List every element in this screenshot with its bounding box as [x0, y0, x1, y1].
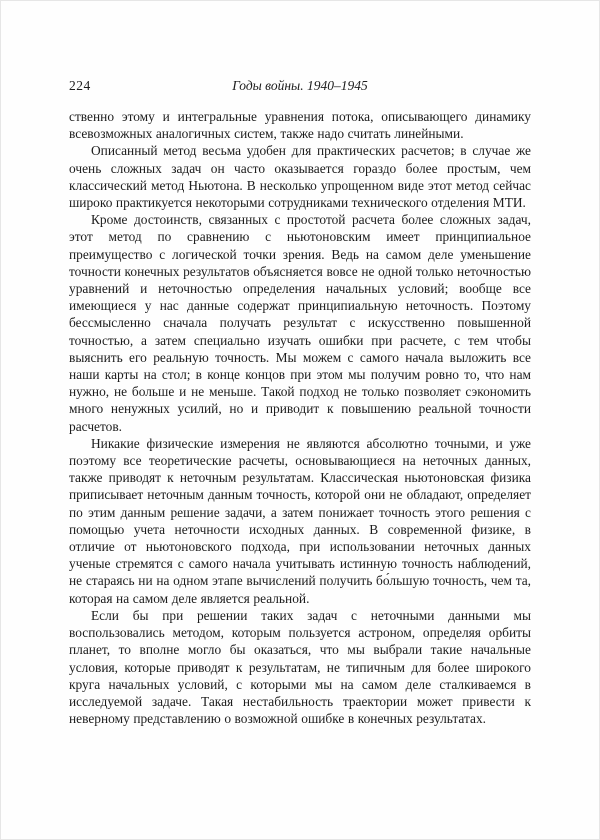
page-number: 224: [69, 78, 91, 93]
body-paragraph: Описанный метод весьма удобен для практических расчетов; в случае же очень сложных задач он часто оказывается гораздо более простым, чем классический метод Ньютона. В несколько упрощенном виде этот метод сейчас широко практикуется некоторыми сотрудниками технического отделения МТИ.: [69, 143, 531, 211]
page-header: [69, 78, 531, 98]
body-paragraph: Если бы при решении таких задач с неточными данными мы воспользовались методом, которым пользуется астроном, определяя орбиты планет, то вполне могло бы оказаться, что мы выбрали такие начальные условия, которые приводят к результатам, не типичным для более широкого круга начальных условий, с которыми мы на самом деле сталкиваемся в исследуемой задаче. Такая нестабильность траектории может привести к неверному представлению о возможной ошибке в конечных результатах.: [69, 607, 531, 727]
running-title: Годы войны. 1940–1945: [232, 78, 368, 93]
text-block: [69, 108, 531, 727]
body-paragraph: Кроме достоинств, связанных с простотой расчета более сложных задач, этот метод по сравнению с ньютоновским имеет принципиальное преимущество с логической точки зрения. Ведь на самом деле уменьшение точности конечных результатов объясняется вовсе не одной только неточностью уравнений и неточностью определения начальных условий; вообще все имеющиеся у нас данные содержат принципиальную неточность. Поэтому бессмысленно сначала получать результат с искусственно повышенной точностью, а затем специально изучать ошибки при расчете, с тем чтобы выяснить его реальную точность. Мы можем с самого начала выложить все наши карты на стол; в конце концов при этом мы получим ровно то, что нам нужно, не больше и не меньше. Такой подход не только позволяет сэкономить много ненужных усилий, но и приводит к повышению реальной точности расчетов.: [69, 212, 531, 434]
body-paragraph: Никакие физические измерения не являются абсолютно точными, и уже поэтому все теоретические расчеты, основывающиеся на неточных данных, также приводят к неточным результатам. Классическая ньютоновская физика приписывает неточным данным точность, которой они не обладают, определяет по этим данным решение задачи, а затем понижает точность этого решения с помощью учета неточности исходных данных. В современной физике, в отличие от ньютоновского подхода, при использовании неточных данных ученые стремятся с самого начала учитывать истинную точность наблюдений, не стараясь ни на одном этапе вычислений получить бо́льшую точность, чем та, которая на самом деле является реальной.: [69, 435, 531, 606]
body-paragraph: ственно этому и интегральные уравнения потока, описывающего динамику всевозможных аналогичных систем, также надо считать линейными.: [69, 109, 531, 142]
